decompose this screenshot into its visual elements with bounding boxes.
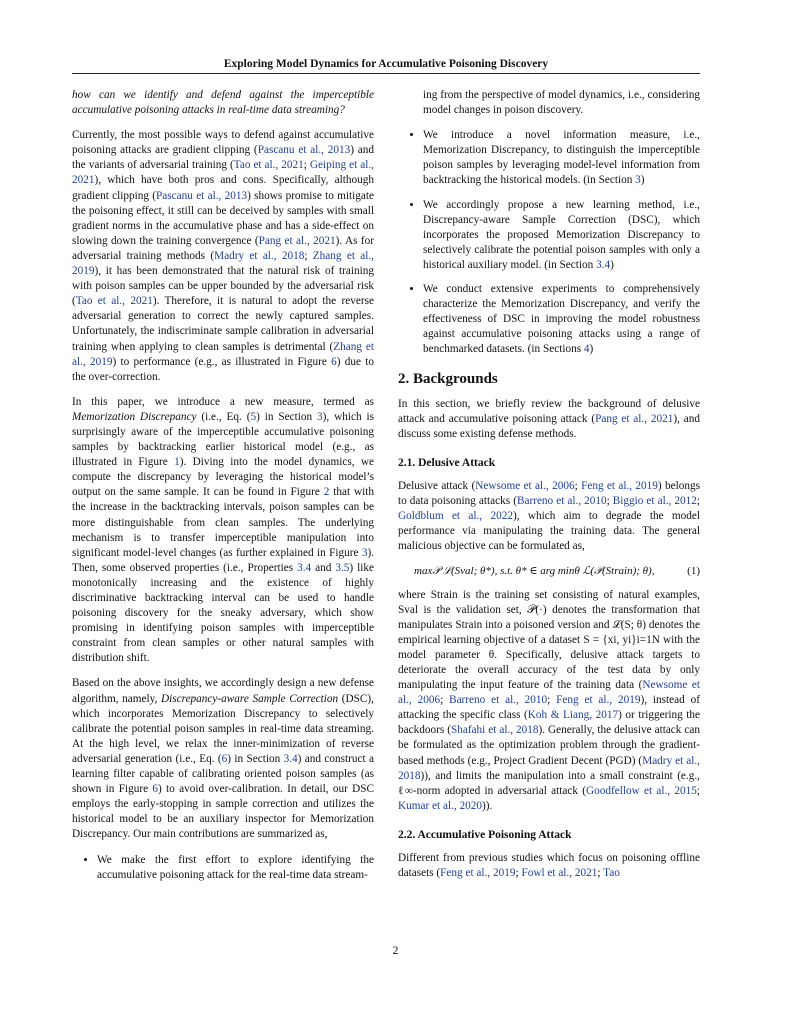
- equation-1: [398, 564, 700, 579]
- contribution-item: • We conduct extensive experiments to comprehensively characterize the Memorization Discrepancy, and verify the effectiveness of DSC in improving the model robustness against accumulative poisoning attacks using a range of benchmarked datasets. (in Sections 4): [423, 282, 700, 357]
- section-ref[interactable]: 3.4: [596, 258, 611, 271]
- citation-link[interactable]: Newsome et al., 2006: [475, 479, 575, 492]
- section-ref[interactable]: 3: [635, 174, 641, 187]
- running-header: Exploring Model Dynamics for Accumulative Poisoning Discovery: [223, 58, 549, 70]
- section-ref[interactable]: 3: [317, 410, 323, 423]
- property-ref[interactable]: 3.5: [335, 561, 350, 574]
- citation-link[interactable]: Tao: [603, 867, 620, 880]
- equation-body: max𝒫 ℒ(Sval; θ*), s.t. θ* ∈ arg minθ ℒ(𝒫(Strain); θ),: [414, 565, 655, 578]
- paragraph-accumulative-attack: Different from previous studies which focus on poisoning offline datasets (Feng et al., 2019; Fowl et al., 2021; Tao: [398, 852, 700, 880]
- citation-link[interactable]: Biggio et al., 2012: [612, 495, 697, 508]
- figure-ref[interactable]: 3: [361, 546, 368, 559]
- equation-number: (1): [687, 565, 700, 578]
- citation-link[interactable]: Pang et al., 2021: [595, 412, 674, 425]
- contribution-item: • We introduce a novel information measure, i.e., Memorization Discrepancy, to distinguish the imperceptible poison samples by leveraging model-level information from backtracking the historical models. (in Section 3): [423, 128, 700, 188]
- citation-link[interactable]: Kumar et al., 2020: [398, 799, 483, 812]
- header-rule: [72, 73, 700, 74]
- citation-link[interactable]: Madry et al., 2018: [398, 754, 700, 782]
- citation-link[interactable]: Feng et al., 2019: [581, 479, 658, 492]
- citation-link[interactable]: Newsome et al., 2006: [398, 679, 700, 707]
- paragraph-delusive-attack: Delusive attack (Newsome et al., 2006; Feng et al., 2019) belongs to data poisoning attacks (Barreno et al., 2010; Biggio et al., 2012; Goldblum et al., 2022), which aim to degrade the model performance via manipulating the training data. The general malicious objective can be formulated as,: [398, 479, 700, 553]
- subsection-title: 2.1. Delusive Attack: [398, 456, 496, 469]
- citation-link[interactable]: Geiping et al., 2021: [72, 159, 374, 187]
- figure-ref[interactable]: 1: [174, 456, 180, 469]
- subsection-title: 2.2. Accumulative Poisoning Attack: [398, 828, 572, 841]
- section-ref[interactable]: 4: [583, 343, 590, 356]
- citation-link[interactable]: Goldblum et al., 2022: [398, 510, 513, 523]
- citation-link[interactable]: Pascanu et al., 2013: [257, 144, 351, 157]
- paragraph-memorization-discrepancy: In this paper, we introduce a new measure, termed as Memorization Discrepancy (i.e., Eq. (5) in Section 3), which is surprisingly aware of the imperceptible accumulative poisoning samples by backtracking earlier historical model (e.g., as illustrated in Figure 1). Diving into the model dynamics, we compute the discrepancy by leveraging the historical model’s output on the same sample. It can be found in Figure 2 that with the increase in the backtracking intervals, poison samples can be more distinguishable from clean samples. The underlying mechanism is to transfer imperceptible manipulation into significant model-level changes (as further explained in Figure 3). Then, some observed properties (i.e., Properties 3.4 and 3.5) like monotonically increasing and the existence of highly discriminative backtracking interval can be used to handle poisoning discovery for the sneaky adversary, which show promising in identifying poison samples with imperceptible constraint from clean samples or other natural samples with distribution shift.: [72, 395, 374, 665]
- citation-link[interactable]: Madry et al., 2018: [214, 249, 305, 262]
- citation-link[interactable]: Barreno et al., 2010: [449, 694, 548, 707]
- citation-link[interactable]: Pascanu et al., 2013: [156, 189, 248, 202]
- citation-link[interactable]: Tao et al., 2021: [75, 295, 153, 308]
- citation-link[interactable]: Fowl et al., 2021: [521, 867, 598, 880]
- section-title: 2. Backgrounds: [398, 370, 498, 387]
- paragraph-delusive-definition: where Strain is the training set consisting of natural examples, Sval is the validation set, 𝒫(·) denotes the transformation that manipulates Strain into a poisoned version and ℒ(S; θ) denotes the empirical learning objective of a dataset S = {xi, yi}i=1N with the model parameter θ. Specifically, delusive attack targets to deteriorate the overall accuracy of the test data by only manipulating the input feature of the training data (Newsome et al., 2006; Barreno et al., 2010; Feng et al., 2019), instead of attacking the specific class (Koh & Liang, 2017) or triggering the backdoors (Shafahi et al., 2018). Generally, the delusive attack can be formulated as the optimization problem through the gradient-based methods (e.g., Project Gradient Decent (PGD) (Madry et al., 2018)), and limits the manipulation into a small constraint (e.g., ℓ∞-norm adopted in adversarial attack (Goodfellow et al., 2015; Kumar et al., 2020)).: [398, 588, 700, 812]
- citation-link[interactable]: Feng et al., 2019: [556, 694, 641, 707]
- right-column: [398, 88, 700, 891]
- citation-link[interactable]: Pang et al., 2021: [258, 234, 336, 247]
- contribution-item: • We make the first effort to explore identifying the accumulative poisoning attack for the real-time data stream-: [97, 853, 374, 883]
- equation-ref[interactable]: 5: [250, 410, 257, 423]
- paragraph-defense-methods: Currently, the most possible ways to defend against accumulative poisoning attacks are gradient clipping (Pascanu et al., 2013) and the variants of adversarial training (Tao et al., 2021; Geiping et al., 2021), which have both pros and cons. Specifically, although gradient clipping (Pascanu et al., 2013) shows promise to mitigate the poisoning effect, it still can be deceived by samples with small gradient norms in the accumulative phase and has a side-effect on slowing down the training convergence (Pang et al., 2021). As for adversarial training methods (Madry et al., 2018; Zhang et al., 2019), it has been demonstrated that the natural risk of training with poison samples can be upper bounded by the adversarial risk (Tao et al., 2021). Therefore, it is natural to adopt the reverse adversarial generation to correct the newly captured samples. Unfortunately, the indiscriminate sample calibration in adversarial training when applying to clean samples is detrimental (Zhang et al., 2019) to performance (e.g., as illustrated in Figure 6) due to the over-correction.: [72, 129, 375, 383]
- contribution-item-continued: ing from the perspective of model dynamics, i.e., considering model changes in poison discovery.: [423, 89, 700, 117]
- contributions-list: [72, 853, 374, 883]
- paragraph-backgrounds-intro: In this section, we briefly review the background of delusive attack and accumulative poisoning attack (Pang et al., 2021), and discuss some existing defense methods.: [398, 397, 700, 440]
- citation-link[interactable]: Goodfellow et al., 2015: [585, 784, 697, 797]
- citation-link[interactable]: Feng et al., 2019: [440, 867, 516, 880]
- citation-link[interactable]: Zhang et al., 2019: [72, 340, 375, 368]
- contribution-item: • We accordingly propose a new learning method, i.e., Discrepancy-aware Sample Correction (DSC), which incorporates the proposed Memorization Discrepancy to selectively calibrate the potential poison samples with only a historical auxiliary model. (in Section 3.4): [423, 198, 700, 273]
- section-ref[interactable]: 3.4: [283, 752, 298, 765]
- left-column: [72, 88, 374, 892]
- contributions-list-continued: [398, 128, 700, 357]
- property-ref[interactable]: 3.4: [297, 561, 312, 574]
- figure-ref[interactable]: 2: [323, 486, 330, 499]
- page-number: 2: [392, 945, 399, 957]
- citation-link[interactable]: Barreno et al., 2010: [516, 495, 607, 508]
- paragraph-dsc-algorithm: Based on the above insights, we accordingly design a new defense algorithm, namely, Discrepancy-aware Sample Correction (DSC), which incorporates Memorization Discrepancy to selectively calibrate the potential poison samples in real-time data streaming. At the high level, we relax the inner-minimization of reverse adversarial generation (i.e., Eq. (6) in Section 3.4) and construct a learning filter capable of calibrating oriented poison samples (as shown in Figure 6) to avoid over-calibration. In detail, our DSC employs the early-stopping in sample correction and utilizes the historical model to be an auxiliary inspector for Memorization Discrepancy. Our main contributions are summarized as,: [72, 677, 374, 841]
- citation-link[interactable]: Shafahi et al., 2018: [450, 724, 539, 737]
- citation-link[interactable]: Tao et al., 2021: [233, 159, 304, 172]
- citation-link[interactable]: Zhang et al., 2019: [72, 249, 374, 278]
- equation-ref[interactable]: 6: [221, 752, 228, 765]
- figure-ref[interactable]: 6: [152, 783, 158, 796]
- figure-ref[interactable]: 6: [331, 355, 337, 368]
- research-question: how can we identify and defend against the imperceptible accumulative poisoning attacks in real-time data streaming?: [72, 89, 374, 117]
- citation-link[interactable]: Koh & Liang, 2017: [527, 709, 619, 722]
